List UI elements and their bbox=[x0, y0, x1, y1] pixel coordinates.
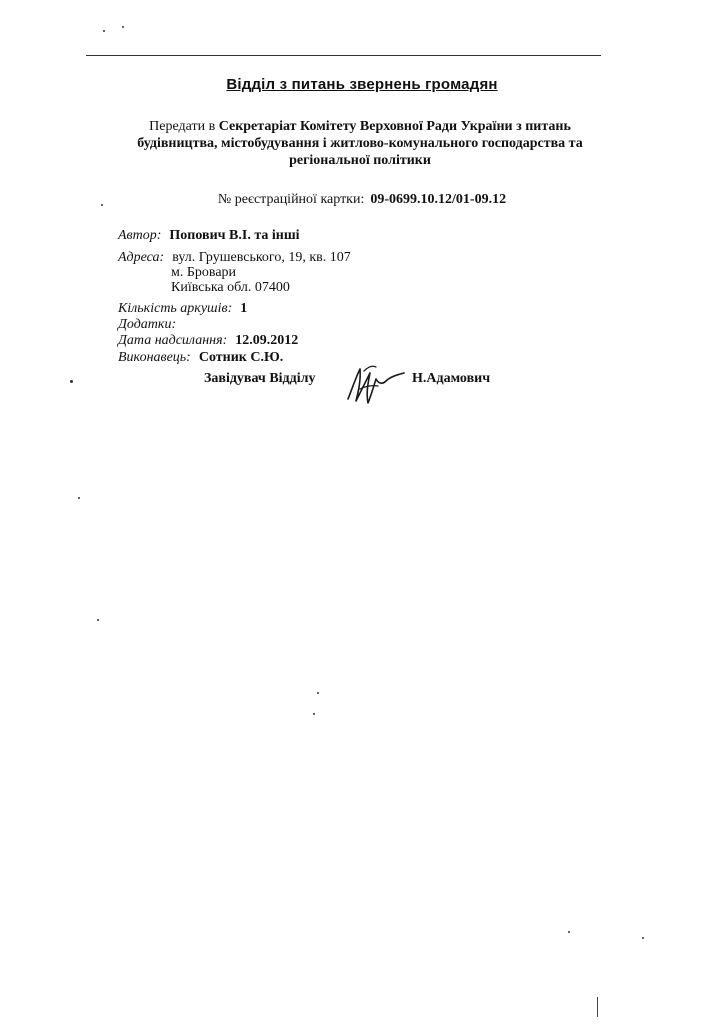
address-field bbox=[118, 250, 351, 266]
head-title: Завідувач Відділу bbox=[204, 371, 316, 386]
scan-speck bbox=[568, 931, 570, 933]
address-line-3: Київська обл. 07400 bbox=[171, 280, 290, 295]
attachments-field bbox=[118, 317, 184, 333]
scan-speck bbox=[122, 26, 124, 28]
author-label: Автор: bbox=[118, 228, 162, 243]
scan-speck bbox=[642, 937, 644, 939]
registration-line bbox=[0, 192, 724, 208]
executor-label: Виконавець: bbox=[118, 350, 191, 365]
sent-date-value: 12.09.2012 bbox=[235, 333, 299, 348]
sheets-value: 1 bbox=[240, 301, 248, 316]
sheets-label: Кількість аркушів: bbox=[118, 301, 233, 316]
head-name: Н.Адамович bbox=[412, 371, 491, 386]
transfer-recipient: Секретаріат Комітету Верховної Ради України з питань будівництва, містобудування і житлово-комунального господарства та регіональної політики bbox=[137, 119, 583, 168]
top-rule bbox=[86, 55, 601, 56]
sent-date-field bbox=[118, 333, 298, 349]
attachments-label: Додатки: bbox=[118, 317, 177, 332]
author-field bbox=[118, 228, 300, 244]
scan-speck bbox=[313, 713, 315, 715]
scan-mark bbox=[597, 997, 598, 1017]
address-line-1: вул. Грушевського, 19, кв. 107 bbox=[172, 250, 351, 265]
sent-date-label: Дата надсилання: bbox=[118, 333, 228, 348]
transfer-prefix: Передати в bbox=[149, 119, 219, 134]
scan-speck bbox=[317, 692, 319, 694]
address-label: Адреса: bbox=[118, 250, 165, 265]
transfer-instruction bbox=[120, 118, 600, 169]
author-value: Попович В.І. та інші bbox=[169, 228, 300, 243]
scan-speck bbox=[78, 497, 80, 499]
department-heading: Відділ з питань звернень громадян bbox=[226, 76, 498, 93]
scan-speck bbox=[97, 619, 99, 621]
registration-number: 09-0699.10.12/01-09.12 bbox=[370, 192, 507, 207]
scan-speck bbox=[103, 30, 105, 32]
address-line-2: м. Бровари bbox=[171, 265, 237, 280]
scan-speck bbox=[101, 204, 103, 206]
executor-field bbox=[118, 350, 283, 366]
registration-label: № реєстраційної картки: bbox=[217, 192, 365, 207]
scan-speck bbox=[70, 380, 73, 383]
sheets-field bbox=[118, 301, 247, 317]
executor-value: Сотник С.Ю. bbox=[198, 350, 284, 365]
handwritten-signature bbox=[342, 359, 408, 405]
